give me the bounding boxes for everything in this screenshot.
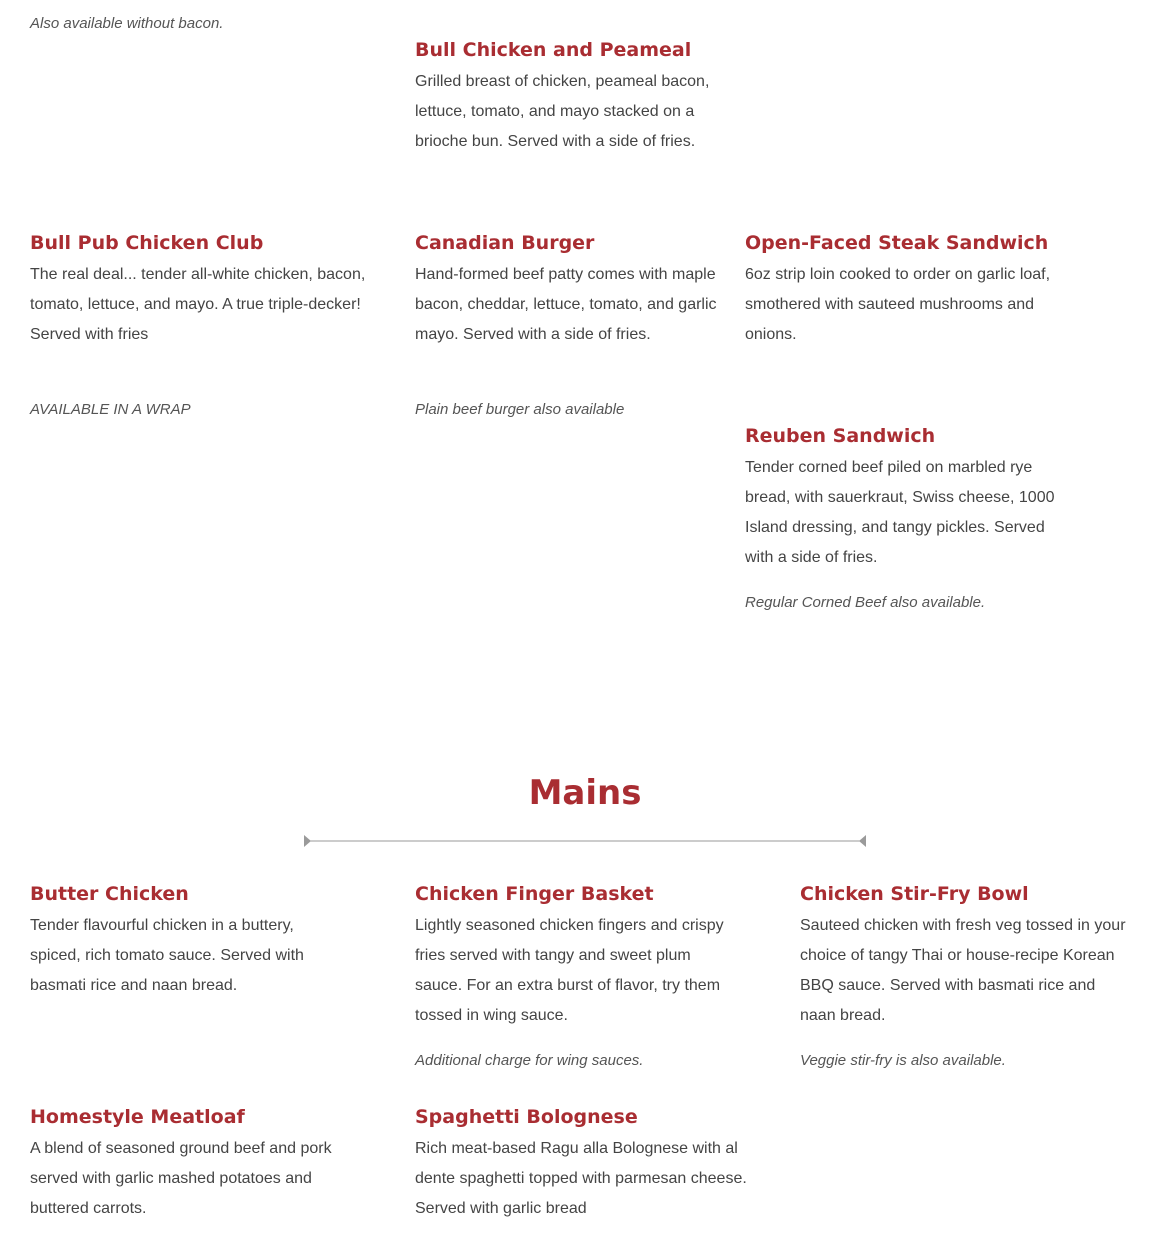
menu-item-description: Tender corned beef piled on marbled rye bread, with sauerkraut, Swiss cheese, 1000 Island dressing, and tangy pickles. Served with a side of fries.	[745, 459, 1055, 566]
menu-item-title: Butter Chicken	[30, 883, 189, 905]
menu-item-note: Regular Corned Beef also available.	[745, 594, 986, 611]
without-bacon-note: Also available without bacon.	[30, 15, 224, 32]
menu-item-description: Lightly seasoned chicken fingers and crispy fries served with tangy and sweet plum sauce. For an extra burst of flavor, try them tossed in wing sauce.	[415, 917, 724, 1024]
menu-item-description: Sauteed chicken with fresh veg tossed in your choice of tangy Thai or house-recipe Korean BBQ sauce. Served with basmati rice and naan bread.	[800, 917, 1126, 1024]
menu-item-title: Reuben Sandwich	[745, 425, 936, 447]
menu-item-description: 6oz strip loin cooked to order on garlic loaf, smothered with sauteed mushrooms and onions.	[745, 266, 1051, 343]
menu-item-title: Spaghetti Bolognese	[415, 1106, 638, 1128]
divider-left-arrow-icon	[304, 835, 311, 847]
menu-item-note: Additional charge for wing sauces.	[415, 1052, 644, 1069]
menu-item-note: Plain beef burger also available	[415, 401, 625, 418]
menu-item-title: Chicken Finger Basket	[415, 883, 654, 905]
menu-item-title: Bull Chicken and Peameal	[415, 39, 692, 61]
menu-item-description: Tender flavourful chicken in a buttery, spiced, rich tomato sauce. Served with basmati rice and naan bread.	[30, 917, 304, 994]
menu-item-title: Canadian Burger	[415, 232, 595, 254]
menu-item-description: Rich meat-based Ragu alla Bolognese with al dente spaghetti topped with parmesan cheese. Served with garlic bread	[415, 1140, 747, 1217]
menu-item-title: Open-Faced Steak Sandwich	[745, 232, 1049, 254]
section-divider	[304, 834, 866, 848]
menu-item-title: Bull Pub Chicken Club	[30, 232, 264, 254]
section-title-mains: Mains	[528, 773, 642, 813]
menu-item-note: AVAILABLE IN A WRAP	[30, 401, 191, 418]
menu-item-description: Hand-formed beef patty comes with maple bacon, cheddar, lettuce, tomato, and garlic mayo. Served with a side of fries.	[415, 266, 717, 343]
menu-item-title: Chicken Stir-Fry Bowl	[800, 883, 1029, 905]
divider-right-arrow-icon	[859, 835, 866, 847]
menu-item-title: Homestyle Meatloaf	[30, 1106, 245, 1128]
menu-item-description: Grilled breast of chicken, peameal bacon, lettuce, tomato, and mayo stacked on a brioche bun. Served with a side of fries.	[415, 73, 710, 150]
menu-item-description: The real deal... tender all-white chicken, bacon, tomato, lettuce, and mayo. A true triple-decker! Served with fries	[30, 266, 366, 343]
menu-item-description: A blend of seasoned ground beef and pork served with garlic mashed potatoes and buttered carrots.	[30, 1140, 332, 1217]
menu-item-note: Veggie stir-fry is also available.	[800, 1052, 1006, 1069]
